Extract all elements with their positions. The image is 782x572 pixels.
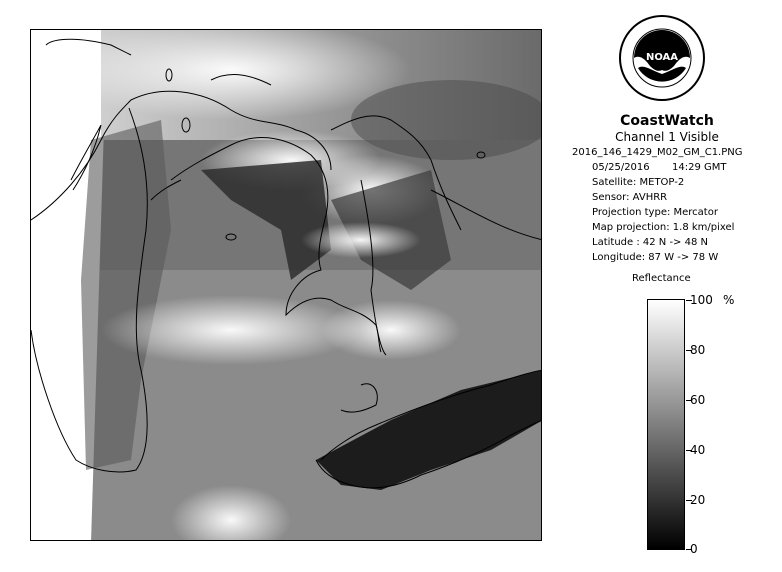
time: 14:29 GMT — [672, 162, 727, 173]
latitude-range: Latitude : 42 N -> 48 N — [592, 237, 708, 248]
channel-title: Channel 1 Visible — [615, 130, 719, 144]
legend-unit: % — [723, 293, 735, 307]
tick-label: 60 — [690, 393, 706, 407]
tick-label: 20 — [690, 493, 706, 507]
tick-label: 100 — [690, 293, 713, 307]
date: 05/25/2016 — [592, 162, 650, 173]
map-projection: Map projection: 1.8 km/pixel — [592, 222, 735, 233]
noaa-logo-icon — [618, 14, 706, 102]
tick-label: 0 — [690, 542, 698, 556]
legend-title: Reflectance — [632, 273, 691, 284]
brand-title: CoastWatch — [620, 113, 714, 129]
satellite: Satellite: METOP-2 — [592, 177, 685, 188]
sensor: Sensor: AVHRR — [592, 192, 668, 203]
tick-label: 80 — [690, 343, 706, 357]
noaa-logo-text: NOAA — [645, 52, 679, 63]
tick-label: 40 — [690, 443, 706, 457]
reflectance-colorbar — [647, 299, 685, 550]
map-image — [31, 30, 542, 541]
longitude-range: Longitude: 87 W -> 78 W — [592, 252, 719, 263]
satellite-map[interactable] — [30, 29, 542, 541]
projection-type: Projection type: Mercator — [592, 207, 718, 218]
filename: 2016_146_1429_M02_GM_C1.PNG — [572, 147, 743, 158]
noaa-logo — [618, 14, 706, 102]
